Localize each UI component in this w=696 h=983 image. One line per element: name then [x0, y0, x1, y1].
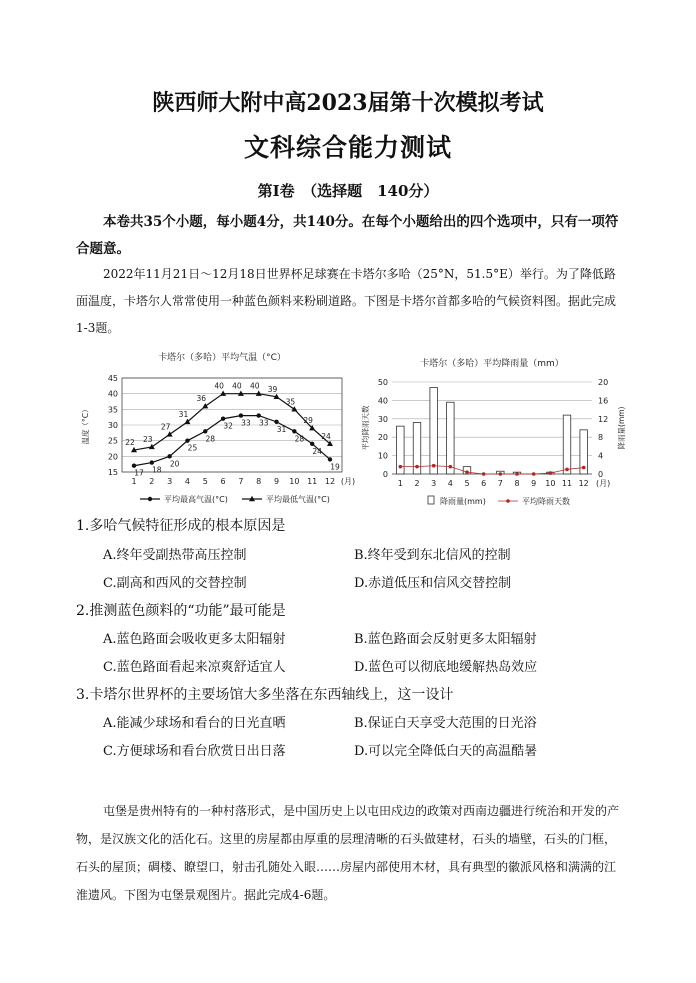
q1-option-c[interactable]: C.副高和西风的交替控制 [103, 576, 247, 591]
temp-high-point [149, 444, 155, 449]
temp-high-label: 36 [196, 394, 207, 404]
legend-high-label: 平均最高气温(°C) [164, 495, 228, 504]
temp-high-label: 27 [160, 422, 171, 432]
temp-y-tick: 40 [107, 389, 118, 399]
rain-days-line [400, 466, 583, 474]
exam-title: 陕西师大附中高2023届第十次模拟考试 [152, 90, 544, 116]
rain-x-tick: 11 [561, 479, 573, 488]
temp-low-label: 31 [276, 424, 287, 434]
temp-y-tick: 35 [107, 405, 118, 415]
temp-x-tick: 10 [289, 477, 300, 486]
question-3-stem: 3.卡塔尔世界杯的主要场馆大多坐落在东西轴线上，这一设计 [76, 687, 454, 703]
temp-y-tick: 15 [107, 468, 118, 477]
rain-y2-tick: 16 [598, 396, 609, 406]
temp-x-tick: 2 [149, 477, 155, 486]
q3-option-a[interactable]: A.能减少球场和看台的日光直晒 [103, 716, 286, 731]
temp-low-label: 28 [294, 434, 305, 444]
temp-high-label: 40 [214, 381, 224, 391]
rain-days-point [565, 468, 569, 472]
temp-high-label: 22 [125, 438, 135, 448]
rainfall-chart [358, 352, 628, 512]
temp-low-point [328, 457, 332, 461]
temp-low-point [239, 413, 243, 417]
temp-low-label: 33 [241, 418, 251, 428]
context-passage-2: 屯堡是贵州特有的一种村落形式，是中国历史上以屯田戍边的政策对西南边疆进行统治和开发的产物，是汉族文化的活化石。这里的房屋都由厚重的层理清晰的石头做建材，石头的墙壁，石头的门框，石头的屋顶；碉楼、瞭望口，射击孔随处入眼……房屋内部使用木材，具有典型的徽派风格和满满的江淮遗风。下图为屯堡景观图片。据此完成4-6题。 [76, 804, 620, 902]
rain-days-point [549, 471, 553, 475]
temp-high-label: 40 [249, 381, 260, 391]
temp-chart-title: 卡塔尔（多哈）平均气温（°C） [158, 353, 286, 363]
legend-rain-label: 降雨量(mm) [440, 497, 486, 506]
rain-days-point [499, 472, 503, 476]
legend-low-label: 平均最低气温(°C) [266, 495, 330, 504]
temp-low-label: 18 [152, 465, 162, 475]
temp-y-tick: 20 [107, 452, 118, 462]
temp-low-point [221, 417, 225, 421]
temp-low-point [292, 429, 296, 433]
legend-days-swatch-dot [506, 499, 510, 503]
rain-y-axis-label: 平均降雨天数 [361, 405, 370, 451]
rain-days-point [432, 464, 436, 468]
rain-days-point [482, 472, 486, 476]
temp-low-label: 17 [134, 468, 144, 478]
rain-y-tick: 30 [377, 414, 388, 424]
question-1-stem: 1.多哈气候特征形成的根本原因是 [76, 518, 286, 534]
rain-x-tick: 8 [514, 479, 520, 488]
rain-days-point [449, 465, 453, 469]
temp-x-tick: 9 [273, 477, 280, 486]
temp-low-label: 32 [223, 421, 233, 431]
q1-option-a[interactable]: A.终年受副热带高压控制 [103, 548, 247, 563]
temp-y-tick: 30 [107, 421, 118, 430]
q1-option-d[interactable]: D.赤道低压和信风交替控制 [354, 576, 512, 591]
legend-days-label: 平均降雨天数 [522, 497, 570, 506]
rain-y2-tick: 4 [598, 451, 604, 461]
q1-option-b[interactable]: B.终年受到东北信风的控制 [354, 548, 511, 563]
legend-rain-swatch [428, 496, 434, 504]
temp-x-tick: 3 [167, 477, 173, 486]
rain-days-point [465, 470, 469, 474]
temp-low-point [167, 454, 171, 458]
temp-y-tick: 45 [107, 374, 118, 383]
rain-x-tick: 3 [431, 479, 437, 488]
rain-y2-axis-label: 降雨量(mm) [617, 406, 626, 450]
rain-x-tick: 10 [545, 479, 556, 488]
temp-high-label: 35 [285, 397, 296, 407]
rain-y-tick: 20 [377, 433, 388, 443]
temp-low-label: 25 [187, 443, 198, 453]
temp-high-label: 23 [143, 434, 153, 444]
rain-y2-tick: 12 [598, 414, 609, 424]
rain-x-tick: 12 [578, 479, 589, 488]
temp-low-point [185, 438, 189, 442]
temp-high-label: 29 [303, 416, 313, 426]
q2-option-b[interactable]: B.蓝色路面会反射更多太阳辐射 [354, 632, 537, 647]
temp-x-tick: 1 [131, 477, 137, 486]
rain-x-tick: 6 [481, 479, 487, 488]
temp-y-tick: 25 [107, 436, 118, 446]
rain-days-point [415, 465, 419, 469]
rain-days-point [399, 465, 403, 469]
temp-high-label: 31 [178, 409, 189, 419]
question-2-stem: 2.推测蓝色颜料的“功能”最可能是 [76, 603, 286, 619]
temp-high-label: 39 [267, 384, 278, 394]
temp-low-label: 19 [330, 462, 340, 472]
rain-days-point [532, 472, 536, 476]
temp-high-point [202, 403, 208, 408]
temp-low-label: 24 [312, 446, 322, 456]
temp-low-label: 28 [205, 434, 216, 444]
q3-option-c[interactable]: C.方便球场和看台欣赏日出日落 [103, 744, 286, 759]
rain-y2-tick: 20 [598, 378, 609, 387]
temp-high-label: 40 [232, 381, 242, 391]
rain-x-tick: 1 [397, 479, 403, 488]
temp-x-tick: 4 [184, 477, 191, 486]
temp-low-point [257, 413, 261, 417]
temp-low-label: 33 [258, 418, 269, 428]
temp-high-point [291, 406, 297, 411]
rain-x-tick: 2 [414, 479, 420, 488]
rain-bar [563, 415, 571, 474]
rain-chart-title: 卡塔尔（多哈）平均降雨量（mm） [420, 359, 564, 369]
temp-low-point [132, 464, 136, 468]
rain-days-point [582, 466, 586, 470]
exam-subtitle: 文科综合能力测试 [243, 133, 452, 162]
temp-low-point [310, 442, 314, 446]
temp-y-axis-label: 温度（°C） [81, 405, 90, 445]
rain-bar [430, 388, 438, 474]
rain-x-tick: 9 [531, 479, 537, 488]
context-passage-1: 2022年11月21日～12月18日世界杯足球赛在卡塔尔多哈（25°N，51.5°E）举行。为了降低路面温度，卡塔尔人常常使用一种蓝色颜料来粉刷道路。下图是卡塔尔首都多哈的气候资料图。据此完成1-3题。 [76, 267, 617, 335]
temp-low-label: 20 [169, 459, 180, 469]
rain-x-tick: 4 [447, 479, 453, 488]
temp-x-tick: 6 [220, 477, 226, 486]
legend-high-swatch-dot [148, 497, 152, 501]
rain-y-tick: 40 [377, 396, 388, 406]
temp-low-point [274, 420, 278, 424]
temp-high-point [167, 431, 173, 436]
rain-y-tick: 0 [382, 470, 388, 479]
q2-option-c[interactable]: C.蓝色路面看起来凉爽舒适宜人 [103, 660, 286, 675]
temp-x-tick: 8 [256, 477, 262, 486]
q2-option-a[interactable]: A.蓝色路面会吸收更多太阳辐射 [103, 632, 286, 647]
rain-x-tick: 5 [464, 479, 470, 488]
temp-low-point [203, 429, 207, 433]
rain-y-tick: 50 [377, 378, 388, 387]
q3-option-b[interactable]: B.保证白天享受大范围的日光浴 [354, 716, 537, 731]
rain-y-tick: 10 [377, 451, 388, 461]
rain-x-unit: (月) [596, 479, 611, 488]
temp-x-tick: 5 [202, 477, 208, 486]
rain-y2-tick: 8 [598, 433, 604, 443]
temp-x-tick: 11 [307, 477, 318, 486]
temp-x-tick: 12 [324, 477, 336, 486]
temp-high-label: 24 [321, 431, 331, 441]
rain-y2-tick: 0 [598, 470, 604, 479]
temp-x-unit: (月) [340, 477, 356, 486]
temperature-chart [81, 352, 356, 512]
temp-x-tick: 7 [238, 477, 244, 486]
rain-x-tick: 7 [497, 479, 503, 488]
instructions: 本卷共35个小题，每小题4分，共140分。在每个小题给出的四个选项中，只有一项符合题意。 [76, 214, 619, 257]
section-heading: 第Ⅰ卷 （选择题 140分） [257, 182, 439, 200]
q3-option-d[interactable]: D.可以完全降低白天的高温酷暑 [354, 744, 538, 759]
temp-low-point [150, 460, 154, 464]
q2-option-d[interactable]: D.蓝色可以彻底地缓解热岛效应 [354, 660, 538, 675]
rain-days-point [515, 472, 519, 476]
rain-bar [447, 402, 455, 474]
